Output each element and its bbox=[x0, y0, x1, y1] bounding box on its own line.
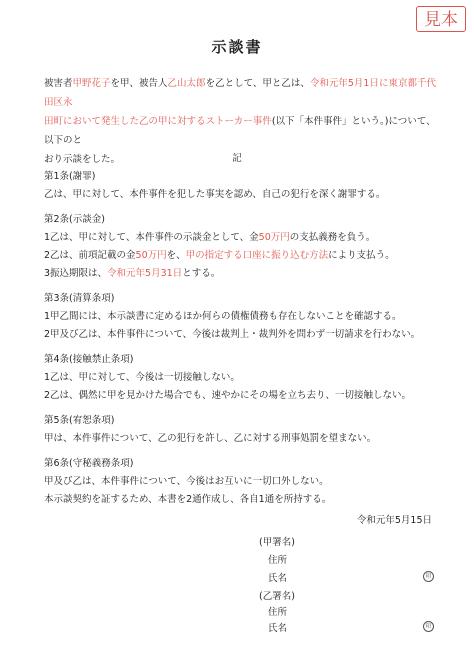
article-text: 2乙は、前項記載の金 bbox=[44, 250, 136, 261]
party-a-address-label: 住所 bbox=[268, 555, 288, 566]
article-text: 本示談契約を証するため、本書を2通作成し、各自1通を所持する。 bbox=[44, 494, 332, 505]
article-line bbox=[44, 491, 444, 509]
article-text: とする。 bbox=[182, 268, 221, 279]
preamble-line bbox=[44, 74, 438, 112]
article-heading: 第2条(示談金) bbox=[44, 214, 105, 225]
preamble-text: 甲野花子 bbox=[72, 78, 111, 89]
party-a-seal-icon: 印 bbox=[423, 571, 434, 582]
preamble-text: 被害者 bbox=[44, 78, 73, 89]
preamble-text: 乙山太郎 bbox=[167, 78, 206, 89]
article-text: 乙は、甲に対して、本件事件を犯した事実を認め、自己の犯行を深く謝罪する。 bbox=[44, 189, 386, 200]
party-b-label: (乙署名) bbox=[259, 591, 295, 602]
article-text: 3振込期限は、 bbox=[44, 268, 108, 279]
article-text: により支払う。 bbox=[328, 250, 395, 261]
article bbox=[44, 290, 444, 344]
party-a-label: (甲署名) bbox=[259, 537, 295, 548]
preamble-text: 令和元年5月1日に東京都千代田区永 bbox=[44, 78, 436, 108]
article-text: 50万円 bbox=[135, 250, 167, 261]
article-text: 令和元年5月31日 bbox=[107, 268, 183, 279]
article-heading: 第1条(謝罪) bbox=[44, 171, 96, 182]
article-text: を、 bbox=[166, 250, 186, 261]
party-a-name-label: 氏名 bbox=[268, 573, 288, 584]
article-text: 甲は、本件事件について、乙の犯行を許し、乙に対する刑事処罰を望まない。 bbox=[44, 433, 377, 444]
article-line bbox=[44, 473, 444, 491]
preamble-text: を甲、被告人 bbox=[110, 78, 168, 89]
article bbox=[44, 412, 444, 448]
article-text: 甲及び乙は、本件事件について、今後はお互いに一切口外しない。 bbox=[44, 476, 329, 487]
article-text: 1乙は、甲に対して、今後は一切接触しない。 bbox=[44, 372, 240, 383]
article-text: 2甲及び乙は、本件事件について、今後は裁判上・裁判外を問わず一切請求を行わない。 bbox=[44, 329, 421, 340]
article-text: 2乙は、偶然に甲を見かけた場合でも、速やかにその場を立ち去り、一切接触しない。 bbox=[44, 390, 412, 401]
article bbox=[44, 211, 444, 283]
document-title: 示談書 bbox=[211, 38, 263, 56]
article-line bbox=[44, 326, 444, 344]
article-line bbox=[44, 308, 444, 326]
article-heading: 第5条(宥恕条項) bbox=[44, 415, 115, 426]
article-text: 1乙は、甲に対して、本件事件の示談金として、金 bbox=[44, 232, 259, 243]
article bbox=[44, 351, 444, 405]
article-line bbox=[44, 247, 444, 265]
party-b-name-label: 氏名 bbox=[268, 623, 288, 634]
preamble-text: 田町において発生した乙の甲に対するストーカー事件 bbox=[44, 116, 272, 127]
signing-date: 令和元年5月15日 bbox=[356, 515, 432, 526]
party-b-seal-icon: 印 bbox=[423, 621, 434, 632]
preamble-line bbox=[44, 112, 438, 150]
article-line bbox=[44, 430, 444, 448]
article-line bbox=[44, 369, 444, 387]
article-text: 1甲乙間には、本示談書に定めるほか何らの債権債務も存在しないことを確認する。 bbox=[44, 311, 402, 322]
preamble-text: (以下「本件事件」という。)について、以下のと bbox=[44, 116, 436, 146]
article-heading: 第6条(守秘義務条項) bbox=[44, 458, 134, 469]
articles bbox=[44, 168, 444, 516]
article-text: の支払義務を負う。 bbox=[289, 232, 376, 243]
article-line bbox=[44, 265, 444, 283]
article-heading: 第4条(接触禁止条項) bbox=[44, 354, 134, 365]
article-line bbox=[44, 229, 444, 247]
preamble-text: を乙として、甲と乙は、 bbox=[205, 78, 310, 89]
article bbox=[44, 168, 444, 204]
article-heading: 第3条(清算条項) bbox=[44, 293, 115, 304]
preamble-text: おり示談をした。 bbox=[44, 154, 121, 165]
article-text: 50万円 bbox=[258, 232, 290, 243]
article-text: 甲の指定する口座に振り込む方法 bbox=[185, 250, 329, 261]
article bbox=[44, 455, 444, 509]
sample-stamp: 見本 bbox=[416, 6, 466, 32]
article-line bbox=[44, 387, 444, 405]
party-b-address-label: 住所 bbox=[268, 607, 288, 618]
ki-marker: 記 bbox=[232, 153, 242, 164]
article-line bbox=[44, 186, 444, 204]
